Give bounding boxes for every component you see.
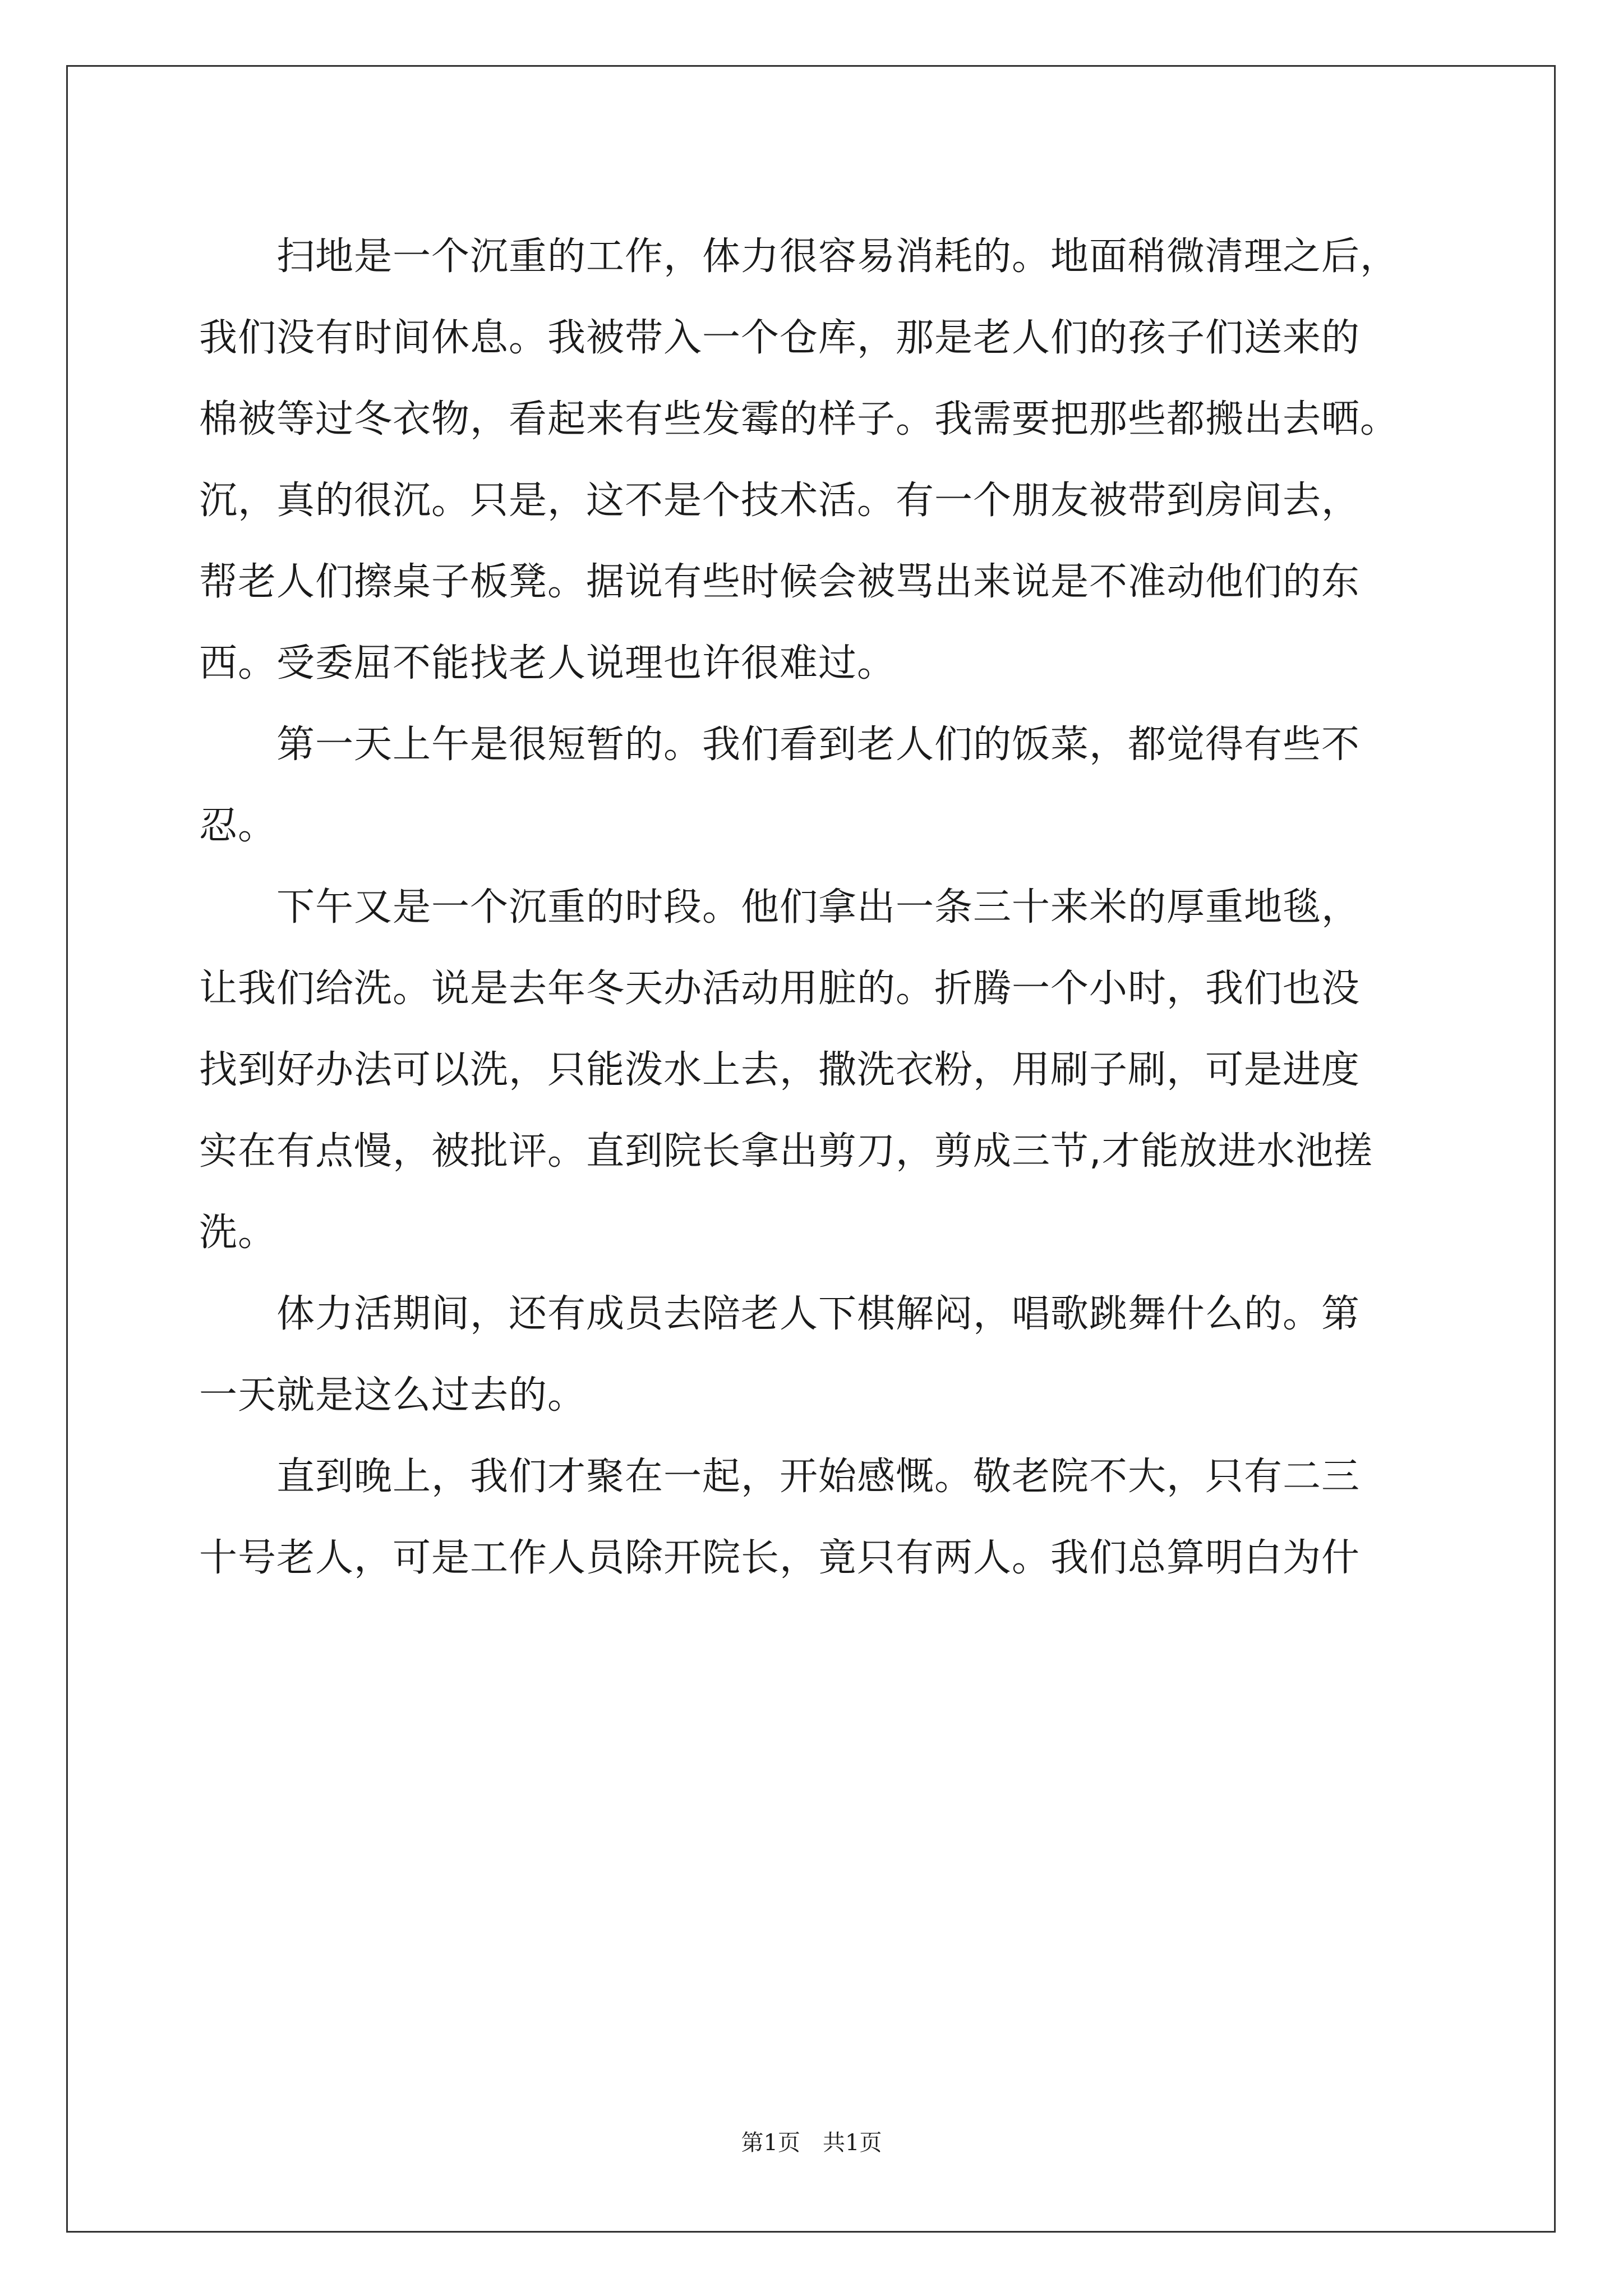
text-line: 扫地是一个沉重的工作，体力很容易消耗的。地面稍微清理之后， [199,234,1399,279]
text-line: 让我们给洗。说是去年冬天办活动用脏的。折腾一个小时，我们也没 [199,967,1361,1011]
text-line: 西。受委屈不能找老人说理也许很难过。 [199,641,896,685]
text-line: 洗。 [199,1211,277,1255]
text-line: 第一天上午是很短暂的。我们看到老人们的饭菜，都觉得有些不 [199,723,1361,767]
text-line: 下午又是一个沉重的时段。他们拿出一条三十来米的厚重地毯， [199,885,1361,930]
page-number: 第1页 共1页 [741,2130,882,2156]
page-footer [0,2129,1623,2157]
text-line: 沉，真的很沉。只是，这不是个技术活。有一个朋友被带到房间去， [199,478,1361,523]
text-line: 忍。 [199,804,277,848]
text-line: 棉被等过冬衣物，看起来有些发霉的样子。我需要把那些都搬出去晒。 [199,397,1399,441]
text-line: 找到好办法可以洗，只能泼水上去，撒洗衣粉，用刷子刷，可是进度 [199,1048,1361,1092]
text-line: 体力活期间，还有成员去陪老人下棋解闷，唱歌跳舞什么的。第 [199,1292,1361,1336]
text-line: 我们没有时间休息。我被带入一个仓库，那是老人们的孩子们送来的 [199,316,1361,360]
text-line: 一天就是这么过去的。 [199,1373,587,1418]
text-line: 十号老人，可是工作人员除开院长，竟只有两人。我们总算明白为什 [199,1536,1361,1580]
text-line: 实在有点慢，被批评。直到院长拿出剪刀，剪成三节,才能放进水池搓 [199,1129,1373,1174]
text-line: 帮老人们擦桌子板凳。据说有些时候会被骂出来说是不准动他们的东 [199,560,1361,604]
document-body [199,216,1430,1599]
text-line: 直到晚上，我们才聚在一起，开始感慨。敬老院不大，只有二三 [199,1455,1361,1499]
